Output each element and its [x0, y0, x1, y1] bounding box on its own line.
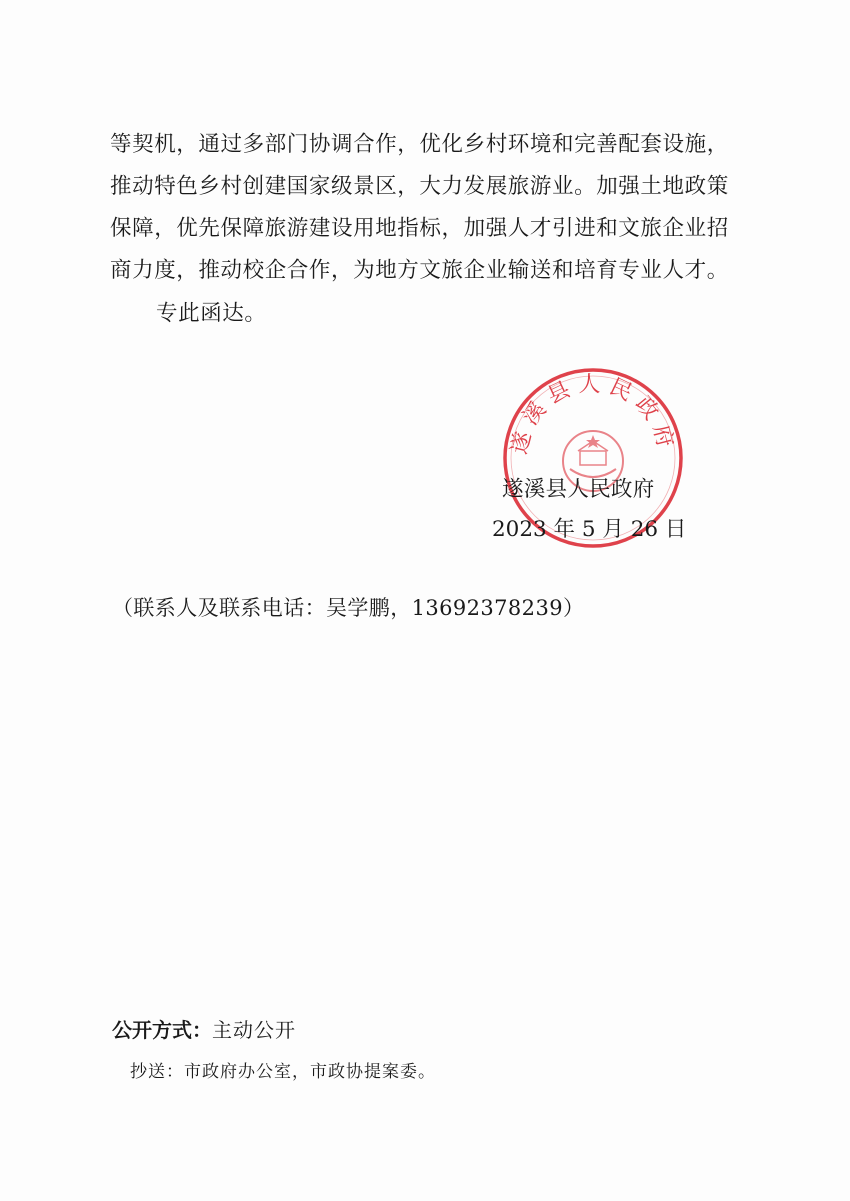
disclosure-label: 公开方式：: [112, 1018, 212, 1042]
seal-text: 遂溪县人民政府: [507, 372, 679, 457]
cc-recipients: 抄送：市政府办公室，市政协提案委。: [130, 1062, 436, 1082]
closing-remark: 专此函达。: [156, 301, 267, 326]
disclosure-value: 主动公开: [212, 1018, 296, 1042]
body-line: 推动特色乡村创建国家级景区，大力发展旅游业。加强土地政策: [110, 174, 729, 199]
body-line: 保障，优先保障旅游建设用地指标，加强人才引进和文旅企业招: [110, 216, 729, 241]
body-line: 商力度，推动校企合作，为地方文旅企业输送和培育专业人才。: [110, 258, 729, 283]
body-line: 等契机，通过多部门协调合作，优化乡村环境和完善配套设施，: [110, 132, 729, 157]
issue-date: 2023 年 5 月 26 日: [492, 517, 687, 542]
issuing-organization: 遂溪县人民政府: [502, 477, 655, 502]
body-paragraph: [110, 124, 750, 292]
contact-info: （联系人及联系电话：吴学鹏，13692378239）: [112, 596, 585, 620]
disclosure-method: [112, 1014, 296, 1043]
